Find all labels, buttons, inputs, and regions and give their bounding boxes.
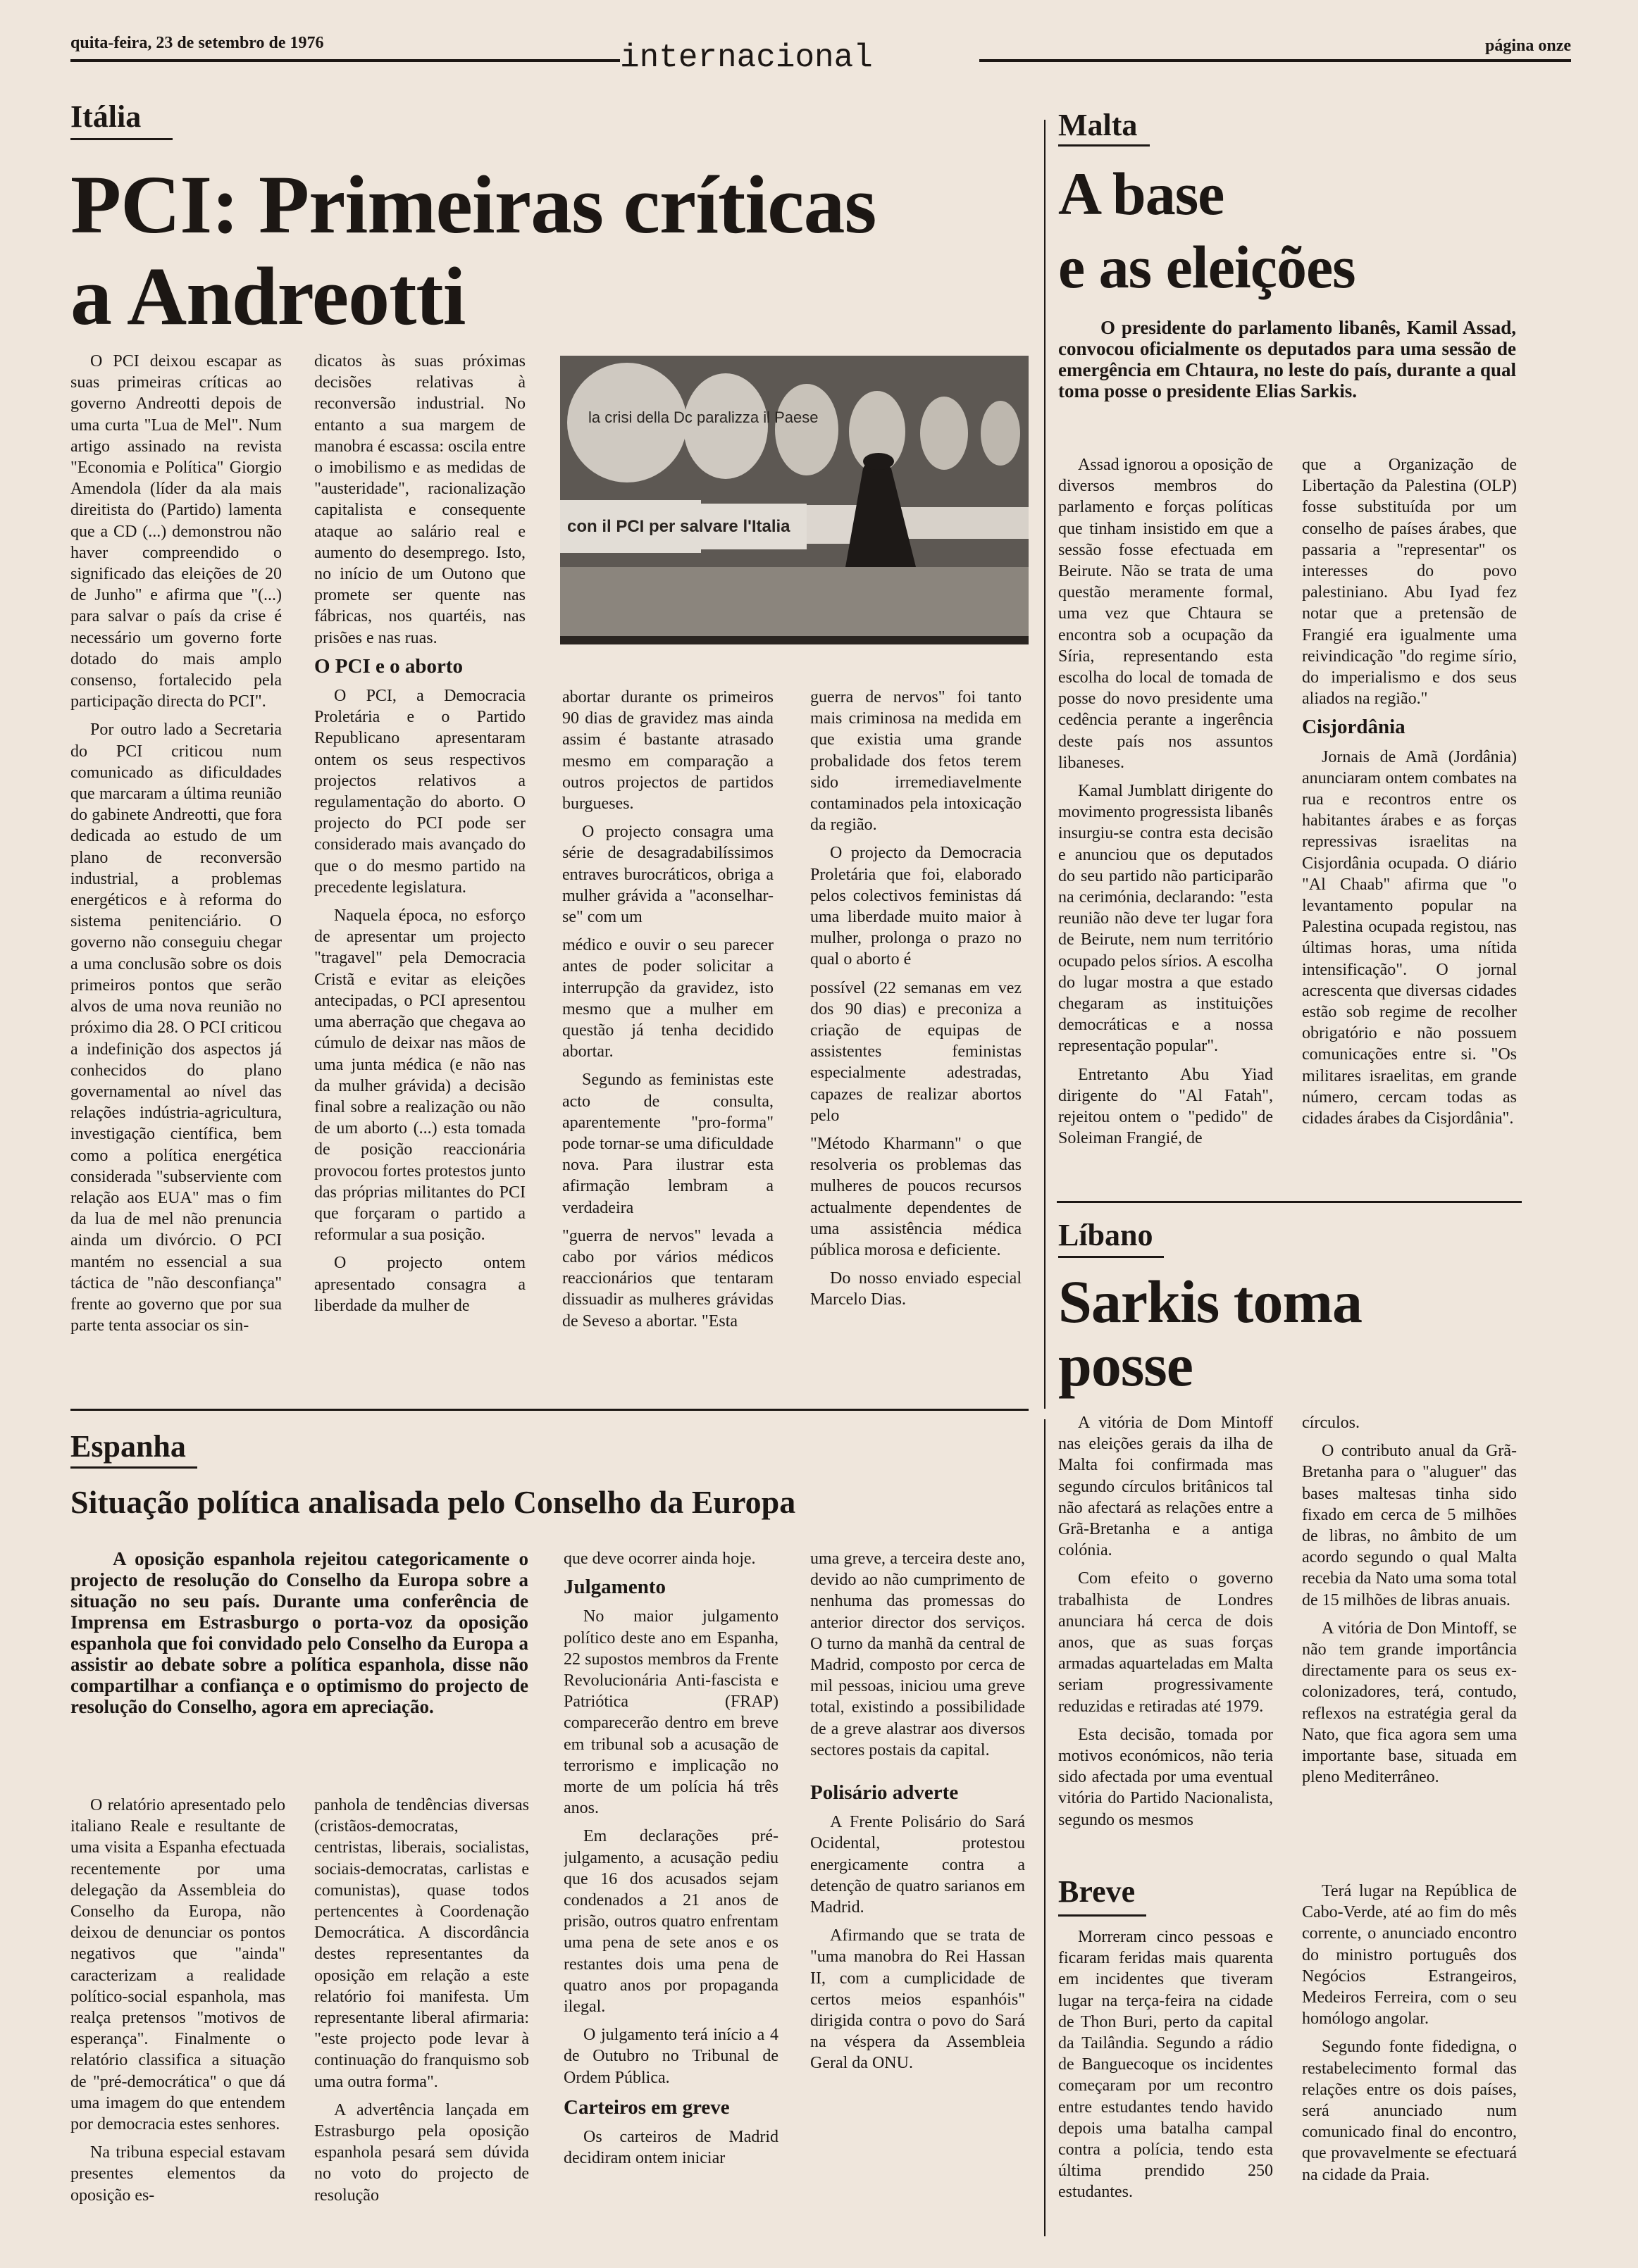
news-photo bbox=[560, 356, 1029, 644]
italia-column-4 bbox=[810, 687, 1022, 1405]
photo-illustration bbox=[560, 356, 1029, 644]
paragraph: Naquela época, no esforço de apresentar um projecto "tragavel" pela Democracia Cristã e evitar as eleições antecipadas, o PCI apresentou uma aberração que chegava ao cúmulo de deixar nas mãos de uma junta médica (e não nas da mulher grávida) a decisão final sobre a realização ou não de um aborto (...) esta tomada de posição reaccionária provocou fortes protestos junto das próprias militantes do PCI que forçaram o partido a reformular a sua posição. bbox=[314, 906, 526, 1245]
malta-column-1 bbox=[1058, 454, 1273, 1187]
header-page: página onze bbox=[1484, 37, 1571, 55]
paragraph: A vitória de Dom Mintoff nas eleições gerais da ilha de Malta foi confirmada mas segundo círculos britânicos tal não afectará as relações entre a Grã-Bretanha e a antiga colónia. bbox=[1058, 1414, 1273, 1560]
section-label-rule bbox=[70, 1466, 197, 1469]
subhead-pci-aborto: O PCI e o aborto bbox=[314, 654, 464, 678]
espanha-column-2 bbox=[314, 1795, 529, 2238]
breve-column-1 bbox=[1058, 1926, 1273, 2236]
paragraph: A advertência lançada em Estrasburgo pela oposição espanhola pesará sem dúvida no voto do projecto de resolução bbox=[314, 2100, 529, 2205]
section-label-rule bbox=[1058, 144, 1150, 147]
section-label-breve: Breve bbox=[1058, 1874, 1136, 1909]
paragraph: panhola de tendências diversas (cristãos-democratas, centristas, liberais, socialistas, sociais-democratas, carlistas e comunistas), quase todos pertencentes à Coordenação Democrática. A discordância destes representantes da oposição em relação a este relatório foi manifesta. Um representante liberal afirmaria: "este projecto pode levar à continuação do franquismo sob uma outra forma". bbox=[314, 1796, 529, 2091]
paragraph: que a Organização de Libertação da Palestina (OLP) fosse substituída por um conselho de países árabes, que passaria a "representar" os interesses do povo palestiniano. Abu Iyad fez notar que a pretensão de Frangié era igualmente uma reivindicação "do regime sírio, do imperialismo e dos seus aliados na região." bbox=[1302, 456, 1517, 709]
paragraph: médico e ouvir o seu parecer antes de poder solicitar a interrupção da gravidez, isto mesmo que a mulher em questão já tenha decidido abortar. bbox=[562, 936, 774, 1061]
espanha-column-3 bbox=[564, 1548, 778, 2238]
paragraph: Em declarações pré-julgamento, a acusação pediu que 16 dos acusados sejam condenados a 21 anos de prisão, outros quatro enfrentam uma pena de sete anos e os restantes dois uma pena de quatro anos por propaganda ilegal. bbox=[564, 1827, 778, 2017]
paragraph: A Frente Polisário do Sará Ocidental, protestou energicamente contra a detenção de quatro sarianos em Madrid. bbox=[810, 1813, 1025, 1917]
libano-column-2 bbox=[1302, 1412, 1517, 1849]
paragraph: O projecto ontem apresentado consagra a liberdade da mulher de bbox=[314, 1254, 526, 1315]
paragraph: círculos. bbox=[1302, 1414, 1360, 1432]
subhead-carteiros: Carteiros em greve bbox=[564, 2095, 730, 2119]
paragraph: "Método Kharmann" o que resolveria os problemas das mulheres de poucos recursos actualmente dependentes de uma assistência médica pública morosa e deficiente. bbox=[810, 1135, 1022, 1260]
paragraph: No maior julgamento político deste ano em Espanha, 22 supostos membros da Frente Revolucionária Anti-fascista e Patriótica (FRAP) comparecerão dentro em breve em tribunal sob a acusação de terrorismo e implicação no morte de um polícia há três anos. bbox=[564, 1607, 778, 1818]
italia-column-1 bbox=[70, 351, 282, 1407]
paragraph: possível (22 semanas em vez dos 90 dias) e preconiza a criação de equipas de assistentes feministas especialmente adestradas, capazes de realizar abortos pelo bbox=[810, 978, 1022, 1125]
paragraph: Esta decisão, tomada por motivos económicos, não teria sido afectada por uma eventual vitória do Partido Nacionalista, segundo os mesmos bbox=[1058, 1725, 1273, 1829]
libano-column-1 bbox=[1058, 1412, 1273, 1849]
breve-column-2 bbox=[1302, 1881, 1517, 2236]
paragraph: O relatório apresentado pelo italiano Reale e resultante de uma visita a Espanha efectuada recentemente por uma delegação da Assembleia do Conselho da Europa, não deixou de denunciar os pontos negativos que "ainda" caracterizam a realidade político-social espanhola, mas realça pretensos "motivos de esperança". Finalmente o relatório classifica a situação de "pré-democrática" o que dá uma imagem do que entendem por democracia estes senhores. bbox=[70, 1796, 285, 2134]
paragraph: Entretanto Abu Yiad dirigente do "Al Fatah", rejeitou ontem o "pedido" de Soleiman Frangié, de bbox=[1058, 1065, 1273, 1148]
espanha-column-1 bbox=[70, 1795, 285, 2238]
paragraph: Afirmando que se trata de "uma manobra do Rei Hassan II, com a cumplicidade de certos meios espanhóis" dirigida contra o povo do Sará na véspera da Assembleia Geral da ONU. bbox=[810, 1926, 1025, 2073]
header-section: internacional bbox=[620, 39, 873, 76]
paragraph: abortar durante os primeiros 90 dias de gravidez mas ainda assim é bastante atrasado mesmo em comparação a outros projectos de partidos burgueses. bbox=[562, 688, 774, 814]
paragraph: dicatos às suas próximas decisões relativas à reconversão industrial. No entanto a sua margem de manobra é escassa: oscila entre o imobilismo e as medidas de "austeridade", racionalização capitalista e consequente ataque ao salário real e aumento do desemprego. Isto, no início de um Outono que promete ser quente nas fábricas, nos quartéis, nas prisões e nas ruas. bbox=[314, 352, 526, 647]
paragraph: "guerra de nervos" levada a cabo por vários médicos reaccionários que tentaram dissuadir as mulheres grávidas de Seveso a abortar. "Esta bbox=[562, 1226, 774, 1331]
poster-text-1: la crisi della Dc paralizza il Paese bbox=[588, 409, 819, 426]
headline-malta-1: A base bbox=[1058, 160, 1224, 228]
paragraph: Kamal Jumblatt dirigente do movimento progressista libanês insurgiu-se contra esta decisão e anunciou que os deputados do seu partido não participarão na cerimónia, declarando: "esta reunião não deve ter lugar fora de Beirute, nem num território ocupado pelos sírios. A escolha do lugar mostra a que estado chegaram as instituições democráticas e a nossa representação popular". bbox=[1058, 782, 1273, 1056]
paragraph: O projecto da Democracia Proletária que foi, elaborado pelos colectivos feministas dá uma liberdade muito maior à mulher, prolonga o prazo no qual o aborto é bbox=[810, 844, 1022, 969]
header-rule-right bbox=[979, 59, 1571, 62]
paragraph: Os carteiros de Madrid decidiram ontem iniciar bbox=[564, 2128, 778, 2168]
malta-lead: O presidente do parlamento libanês, Kamil Assad, convocou oficialmente os deputados para uma sessão de emergência em Chtaura, no leste do país, durante a qual toma posse o presidente Elias Sarkis. bbox=[1058, 317, 1516, 401]
italia-column-3 bbox=[562, 687, 774, 1405]
section-label-italia: Itália bbox=[70, 99, 142, 134]
paragraph: O PCI deixou escapar as suas primeiras críticas ao governo Andreotti depois de uma curta "Lua de Mel". Num artigo assinado na revista "Economia e Política" Giorgio Amendola (líder da ala mais direitista do (Partido) lamenta que a CD (...) demonstrou não haver compreendido o significado das eleições de 20 de Junho" e afirma que "(...) para salvar o país da crise é necessário um governo forte dotado do mais amplo consenso, fortalecido pela participação directa do PCI". bbox=[70, 352, 282, 711]
column-divider bbox=[1044, 1419, 1046, 2236]
paragraph: A vitória de Don Mintoff, se não tem grande importância directamente para os seus ex-colonizadores, terá, contudo, reflexos na estratégia geral da Nato, que fica agora sem uma importante base, situada em pleno Mediterrâneo. bbox=[1302, 1619, 1517, 1787]
section-divider-italia-espanha bbox=[70, 1409, 1029, 1411]
headline-libano-2: posse bbox=[1058, 1331, 1193, 1399]
header-rule-left bbox=[70, 59, 620, 62]
page-header bbox=[70, 34, 1571, 76]
subhead-cisjordania: Cisjordânia bbox=[1302, 716, 1406, 739]
paragraph: O contributo anual da Grã-Bretanha para o "aluguer" das bases maltesas tinha sido fixado em cerca de 5 milhões de libras, no âmbito de um acordo segundo o qual Malta recebia da Nato uma soma total de 15 milhões de libras anuais. bbox=[1302, 1442, 1517, 1609]
paragraph: Segundo as feministas este acto de consulta, aparentemente "pro-forma" pode tornar-se uma dificuldade nova. Para ilustrar esta afirmação lembram a verdadeira bbox=[562, 1071, 774, 1217]
headline-libano-1: Sarkis toma bbox=[1058, 1268, 1362, 1335]
paragraph: Na tribuna especial estavam presentes elementos da oposição es- bbox=[70, 2143, 285, 2205]
paragraph: Segundo fonte fidedigna, o restabelecimento formal das relações entre os dois países, será anunciado num comunicado final do encontro, que provavelmente se efectuará na cidade da Praia. bbox=[1302, 2038, 1517, 2184]
paragraph: Morreram cinco pessoas e ficaram feridas mais quarenta em incidentes que tiveram lugar na terça-feira na cidade de Thon Buri, perto da capital da Tailândia. Segundo a rádio de Banguecoque os incidentes começaram por um recontro entre estudantes tendo havido depois uma batalha campal contra a polícia, tendo esta última prendido 250 estudantes. bbox=[1058, 1928, 1273, 2202]
headline-italia-1: PCI: Primeiras críticas bbox=[70, 158, 876, 251]
paragraph: Assad ignorou a oposição de diversos membros do parlamento e forças políticas que tinham insistido em que a sessão fosse efectuada em Beirute. Não se trata de uma questão meramente formal, uma vez que Chtaura se encontra sob a ocupação da Síria, representando esta escolha do local de tomada de posse do novo presidente uma cedência perante a ingerência deste país nos assuntos libaneses. bbox=[1058, 456, 1273, 772]
subhead-polisario: Polisário adverte bbox=[810, 1781, 959, 1805]
section-label-rule bbox=[70, 138, 173, 140]
section-divider-malta-libano bbox=[1057, 1201, 1522, 1203]
header-date: quita-feira, 23 de setembro de 1976 bbox=[70, 34, 324, 52]
poster-text-2: con il PCI per salvare l'Italia bbox=[567, 517, 790, 536]
paragraph: Com efeito o governo trabalhista de Londres anunciara há cerca de dois anos, que as suas forças armadas aquarteladas em Malta seriam progressivamente reduzidas e retiradas até 1979. bbox=[1058, 1569, 1273, 1716]
section-label-libano: Líbano bbox=[1058, 1218, 1153, 1252]
headline-espanha: Situação política analisada pelo Conselho da Europa bbox=[70, 1484, 796, 1520]
paragraph: Jornais de Amã (Jordânia) anunciaram ontem combates na rua e recontros entre os habitantes árabes e as forças repressivas israelitas na Cisjordânia ocupada. O diário "Al Chaab" afirma que "o levantamento popular na Palestina ocupada registou, nas últimas horas, uma nítida intensificação". O jornal acrescenta que diversas cidades estão sob regime de recolher obrigatório e não possuem comunicações entre si. "Os militares israelitas, em grande número, cercam todas as cidades árabes da Cisjordânia". bbox=[1302, 747, 1517, 1128]
headline-italia-2: a Andreotti bbox=[70, 250, 466, 342]
italia-column-2 bbox=[314, 351, 526, 1407]
malta-column-2 bbox=[1302, 454, 1517, 1187]
paragraph: O projecto consagra uma série de desagradabilíssimos entraves burocráticos, obriga a mulher grávida a "aconselhar-se" com um bbox=[562, 823, 774, 927]
subhead-julgamento: Julgamento bbox=[564, 1576, 666, 1599]
paragraph: guerra de nervos" foi tanto mais criminosa na medida em que existia uma grande probalidade dos fetos terem sido irremediavelmente contaminados pela intoxicação da região. bbox=[810, 688, 1022, 835]
column-divider bbox=[1044, 120, 1046, 1409]
paragraph: O julgamento terá início a 4 de Outubro no Tribunal de Ordem Pública. bbox=[564, 2026, 778, 2087]
paragraph: Terá lugar na República de Cabo-Verde, até ao fim do mês corrente, o anunciado encontro do ministro português dos Negócios Estrangeiros, Medeiros Ferreira, com o seu homólogo angolar. bbox=[1302, 1882, 1517, 2029]
paragraph: uma greve, a terceira deste ano, devido ao não cumprimento de nenhuma das promessas do anterior director dos serviços. O turno da manhã da central de Madrid, composto por cerca de mil pessoas, iniciou uma greve total, existindo a possibilidade de a greve alastrar aos diversos sectores postais da capital. bbox=[810, 1550, 1025, 1759]
headline-malta-2: e as eleições bbox=[1058, 233, 1355, 301]
espanha-lead: A oposição espanhola rejeitou categoricamente o projecto de resolução do Conselho da Europa sobre a situação no seu país. Durante uma conferência de Imprensa em Estrasburgo o porta-voz da oposição espanhola que foi convidado pelo Conselho da Europa a assistir ao debate sobre a política espanhola, disse não compartilhar a confiança e o optimismo do projecto de resolução do Conselho, agora em apreciação. bbox=[70, 1548, 528, 1717]
section-label-espanha: Espanha bbox=[70, 1429, 186, 1464]
espanha-column-4 bbox=[810, 1548, 1025, 2238]
byline: Do nosso enviado especial Marcelo Dias. bbox=[810, 1269, 1022, 1309]
section-label-rule bbox=[1058, 1256, 1164, 1258]
paragraph: que deve ocorrer ainda hoje. bbox=[564, 1550, 756, 1568]
section-label-rule bbox=[1058, 1914, 1146, 1917]
paragraph: O PCI, a Democracia Proletária e o Partido Republicano apresentaram ontem os seus respectivos projectos relativos a regulamentação do aborto. O projecto do PCI pode ser considerado mais avançado do que o do mesmo partido na precedente legislatura. bbox=[314, 687, 526, 897]
paragraph: Por outro lado a Secretaria do PCI criticou num comunicado as dificuldades que marcaram a última reunião do gabinete Andreotti, que fora dedicada ao estudo de um plano de reconversão industrial, a problemas energéticos e à reforma do sistema penitenciário. O governo não conseguiu chegar a uma conclusão sobre os dois primeiros pontos que serão alvos de uma nova reunião no próximo dia 28. O PCI criticou a indefinição dos aspectos já conhecidos do plano governamental ao nível das relações indústria-agricultura, investigação científica, bem como a política energética considerada "subserviente com relação aos EUA" mas o fim da lua de mel não prenuncia ainda um divórcio. O PCI mantém no essencial a sua táctica de "não desconfiança" frente ao governo que por sua parte tenta associar os sin- bbox=[70, 721, 282, 1335]
section-label-malta: Malta bbox=[1058, 108, 1138, 142]
